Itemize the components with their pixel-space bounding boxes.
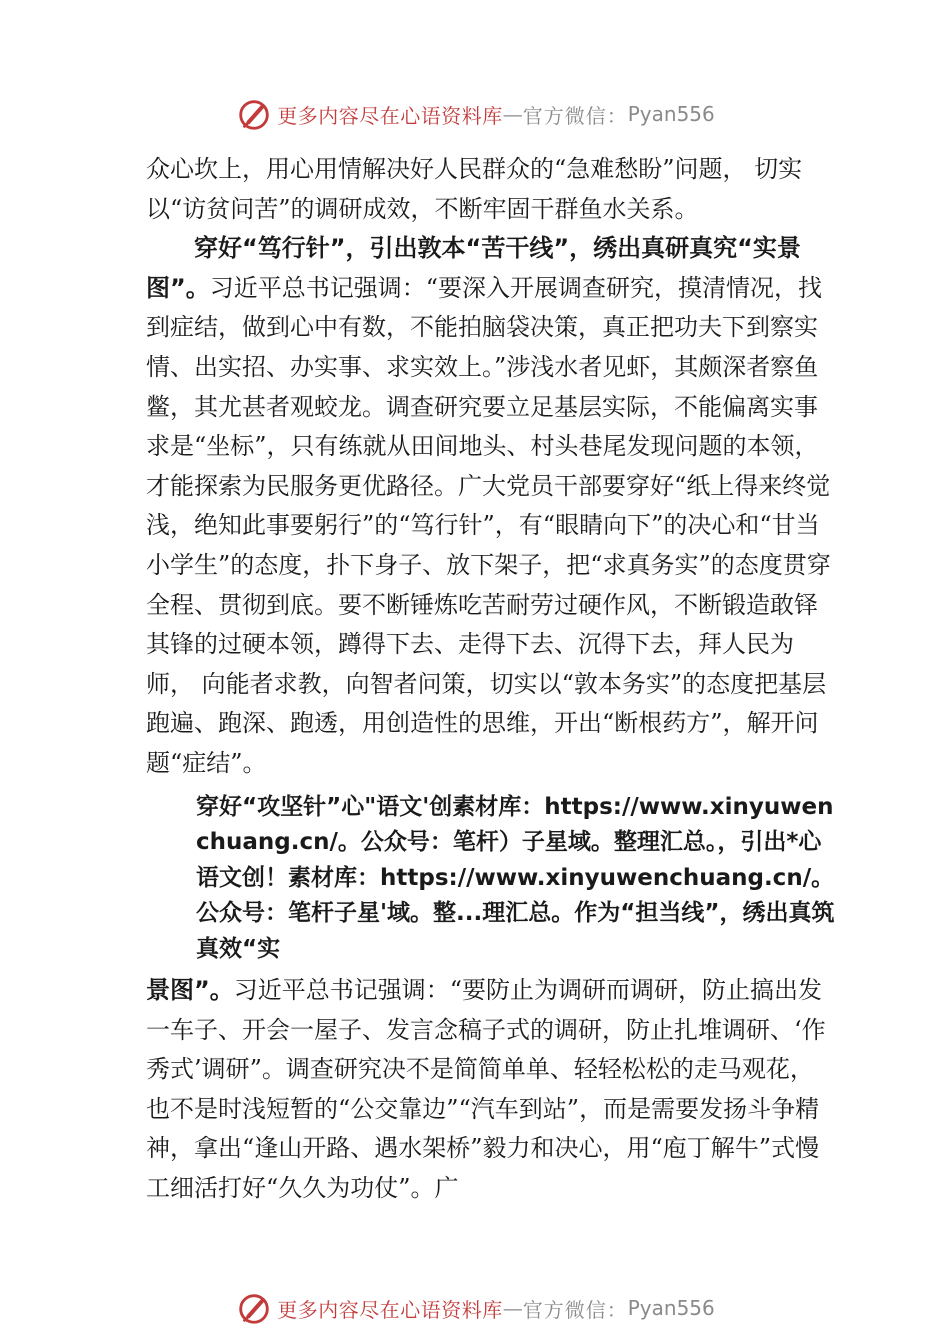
footer-banner	[0, 1288, 950, 1328]
paragraph-1: 众心坎上，用心用情解决好人民群众的“急难愁盼”问题， 切实以“访贫问苦”的调研成效，不断牢固干群鱼水关系。	[146, 155, 803, 223]
paragraph-3-bold-block: 穿好“攻坚针”心"语文'创素材库：https://www.xinyuwenchuang.cn/。公众号：笔杆）子星域。整理汇总。，引出*心语文创！素材库：https://www.xinyuwenchuang.cn/。公众号：笔杆子星'域。整...理汇总。作为“担当线”，绣出真筑真效“实	[196, 793, 835, 962]
paragraph-4-heading: 景图”。	[146, 976, 234, 1004]
paragraph-4-text: 习近平总书记强调：“要防止为调研而调研，防止搞出发一车子、开会一屋子、发言念稿子式的调研，防止扎堆调研、‘作秀式’调研”。调查研究决不是简简单单、轻轻松松的走马观花，也不是时浅短暂的“公交靠边”“汽车到站”，而是需要发扬斗争精神，拿出“逢山开路、遇水架桥”毅力和决心，用“庖丁解牛”式慢工细活打好“久久为功仗”。广	[146, 976, 826, 1202]
header-wechat-label: 官方微信：	[522, 103, 628, 128]
footer-brand: 更多内容尽在心语资料库	[277, 1297, 503, 1322]
paragraph-2-heading: 穿好“笃行针”，引出敦本“苦干线”，绣出真研真究“实景图”。	[146, 234, 801, 302]
header-banner	[0, 94, 950, 134]
header-wechat-id: Pyan556	[627, 102, 715, 126]
footer-separator: —	[502, 1296, 523, 1320]
brush-seal-icon	[235, 1289, 273, 1327]
brush-seal-icon	[235, 95, 273, 133]
paragraph-2	[146, 229, 836, 783]
document-body	[146, 150, 836, 1209]
footer-wechat-label: 官方微信：	[522, 1297, 628, 1322]
header-separator: —	[502, 102, 523, 126]
footer-wechat-id: Pyan556	[627, 1296, 715, 1320]
header-brand: 更多内容尽在心语资料库	[277, 103, 503, 128]
paragraph-2-text: 习近平总书记强调：“要深入开展调查研究，摸清情况，找到症结，做到心中有数，不能拍脑袋决策，真正把功夫下到察实情、出实招、办实事、求实效上。”涉浅水者见虾，其颇深者察鱼鳖，其尤甚者观蛟龙。调查研究要立足基层实际，不能偏离实事求是“坐标”，只有练就从田间地头、村头巷尾发现问题的本领，才能探索为民服务更优路径。广大党员干部要穿好“纸上得来终觉浅，绝知此事要躬行”的“笃行针”，有“眼睛向下”的决心和“甘当小学生”的态度，扑下身子、放下架子，把“求真务实”的态度贯穿全程、贯彻到底。要不断锤炼吃苦耐劳过硬作风，不断锻造敢铎其锋的过硬本领，蹲得下去、走得下去、沉得下去，拜人民为师， 向能者求教，向智者问策，切实以“敦本务实”的态度把基层跑遍、跑深、跑透，用创造性的思维，开出“断根药方”，解开问题“症结”。	[146, 273, 831, 777]
paragraph-4	[146, 971, 836, 1209]
